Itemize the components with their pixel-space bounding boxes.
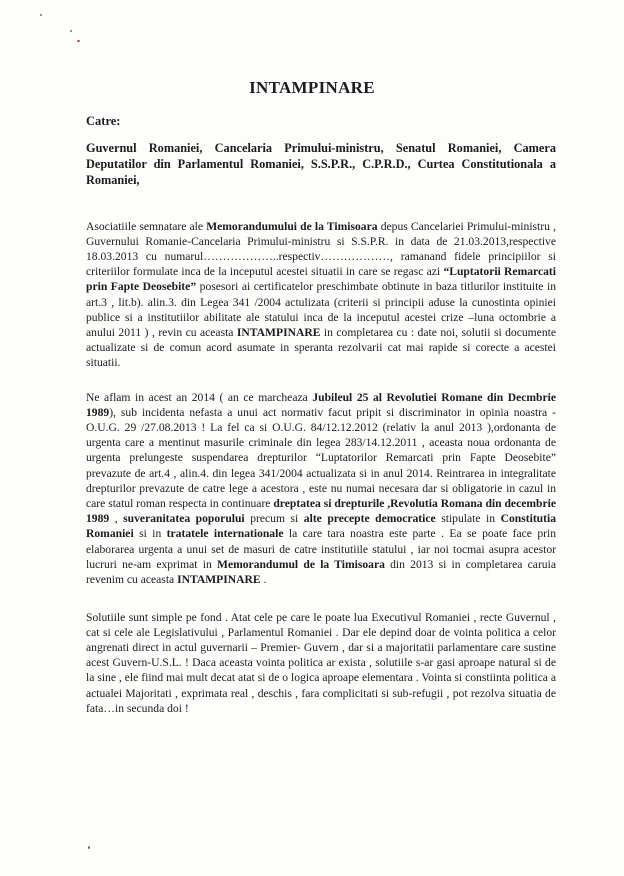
bold-text-run: suveranitatea poporului [123,512,245,526]
recipients-list: Guvernul Romaniei, Cancelaria Primului-ministru, Senatul Romaniei, Camera Deputatilor din Parlamentul Romaniei, S.S.P.R., C.P.R.D., Curtea Constitutionala a Romaniei, [86,141,556,187]
paragraph-solutions [86,610,556,716]
paragraph-situation-2014 [86,390,556,588]
bold-text-run: “Luptatorii Remarcati prin Fapte Deosebite” [86,265,556,294]
paragraph-memorandum [86,219,556,371]
text-run: si in [133,527,167,541]
bold-text-run: Jubileul 25 al Revolutiei Romane din Decmbrie 1989 [86,390,557,419]
text-run: Solutiile sunt simple pe fond . Atat cele pe care le poate lua Executivul Romaniei , recte Guvernul , cat si cele ale Legislativului , Parlamentul Romaniei . Dar ele depind doar de vointa politica a celor angrenati direct in actul guvernarii – Premier- Guvern , dar si a majoritatii parlamentare care sustine acest Guvern-U.S.L. ! Daca aceasta vointa politica ar exista , solutiile s-ar gasi aproape natural si de la sine , ele fiind mai mult decat atat si de o logica aproape elementara . Vointa si constiinta politica a actualei Majoritati , exprimata real , deschis , fara complicitati si sub-refugii , pot rezolva situatia de fata…in secunda doi ! [86,610,556,715]
scan-speck [40,14,42,16]
bold-text-run: tratatele internationale [166,527,284,541]
bold-text-run: Memorandumului de la Timisoara [206,219,378,233]
bold-text-run: INTAMPINARE [236,326,321,340]
bold-text-run: alte precepte democratice [303,512,436,526]
scan-speck [77,40,80,42]
bold-text-run: Constitutia Romaniei [86,512,557,541]
text-run: la care tara noastra este parte . Ea se poate face prin elaborarea urgenta a unui set de masuri de catre institutiile statului , iar noi tocmai asupra acestor lucruri ne-am exprimat in [86,527,557,571]
recipients-label: Catre: [86,114,121,128]
text-run: Asociatiile semnatare ale [86,219,207,233]
text-run: depus Cancelariei Primului-ministru , Guvernului Romanie-Cancelaria Primului-ministru si S.S.P.R. in data de 21.03.2013,respective 18.03.2013 cu numarul………………..respectiv………………, ramanand fidele principiilor si criteriilor formulate inca de la inceputul acestei situatii in care se regasc azi [86,219,556,279]
bold-text-run: INTAMPINARE [177,573,261,587]
text-run: din 2013 si in completarea caruia revenim cu aceasta [86,557,556,587]
text-run: stipulate in [435,512,501,526]
bold-text-run: Memorandumul de la Timisoara [217,557,385,571]
text-run: precum si [244,512,304,526]
bold-text-run: dreptatea si drepturile ,Revolutia Romana din decembrie 1989 [86,497,556,526]
scan-speck [88,846,90,849]
text-run: posesori ai certificatelor preschimbate obtinute in baza titlurilor instituite in art.3 , lit.b). alin.3. din Legea 341 /2004 actulizata (criterii si principii aduse la cunostinta opiniei publice si a institutiilor abilitate ale statului inca de la inceputul acestei crize –luna octombrie a anului 2011 ) , revin cu aceasta [86,280,556,340]
text-run: in completarea cu : date noi, solutii si documente actualizate si de comun acord asumate in speranta rezolvarii cat mai rapide si corecte a acestei situatii. [86,326,556,370]
text-run: , [109,512,124,526]
text-run: Ne aflam in acest an 2014 ( an ce marcheaza [86,390,313,404]
text-run: ), sub incidenta nefasta a unui act normativ facut pripit si discriminator in opinia noastra - O.U.G. 29 /27.08.2013 ! La fel ca si O.U.G. 84/12.12.2012 (relativ la anul 2013 ),ordonanta de urgenta care a mentinut masurile criminale din legea 283/14.12.2011 , aceasta noua ordonanta de urgenta prelungeste suspendarea drepturilor “Luptatorilor Remarcati prin Fapte Deosebite” prevazute de art.4 , alin.4. din legea 341/2004 actualizata si in anul 2014. Reintrarea in integralitate drepturilor prevazute de catre lege a acestora , este nu numai necesara dar si obligatorie in cazul in care statul roman respecta in continuare [86,405,556,511]
scan-speck [70,30,72,32]
text-run: . [260,573,267,587]
document-title: INTAMPINARE [249,78,375,97]
